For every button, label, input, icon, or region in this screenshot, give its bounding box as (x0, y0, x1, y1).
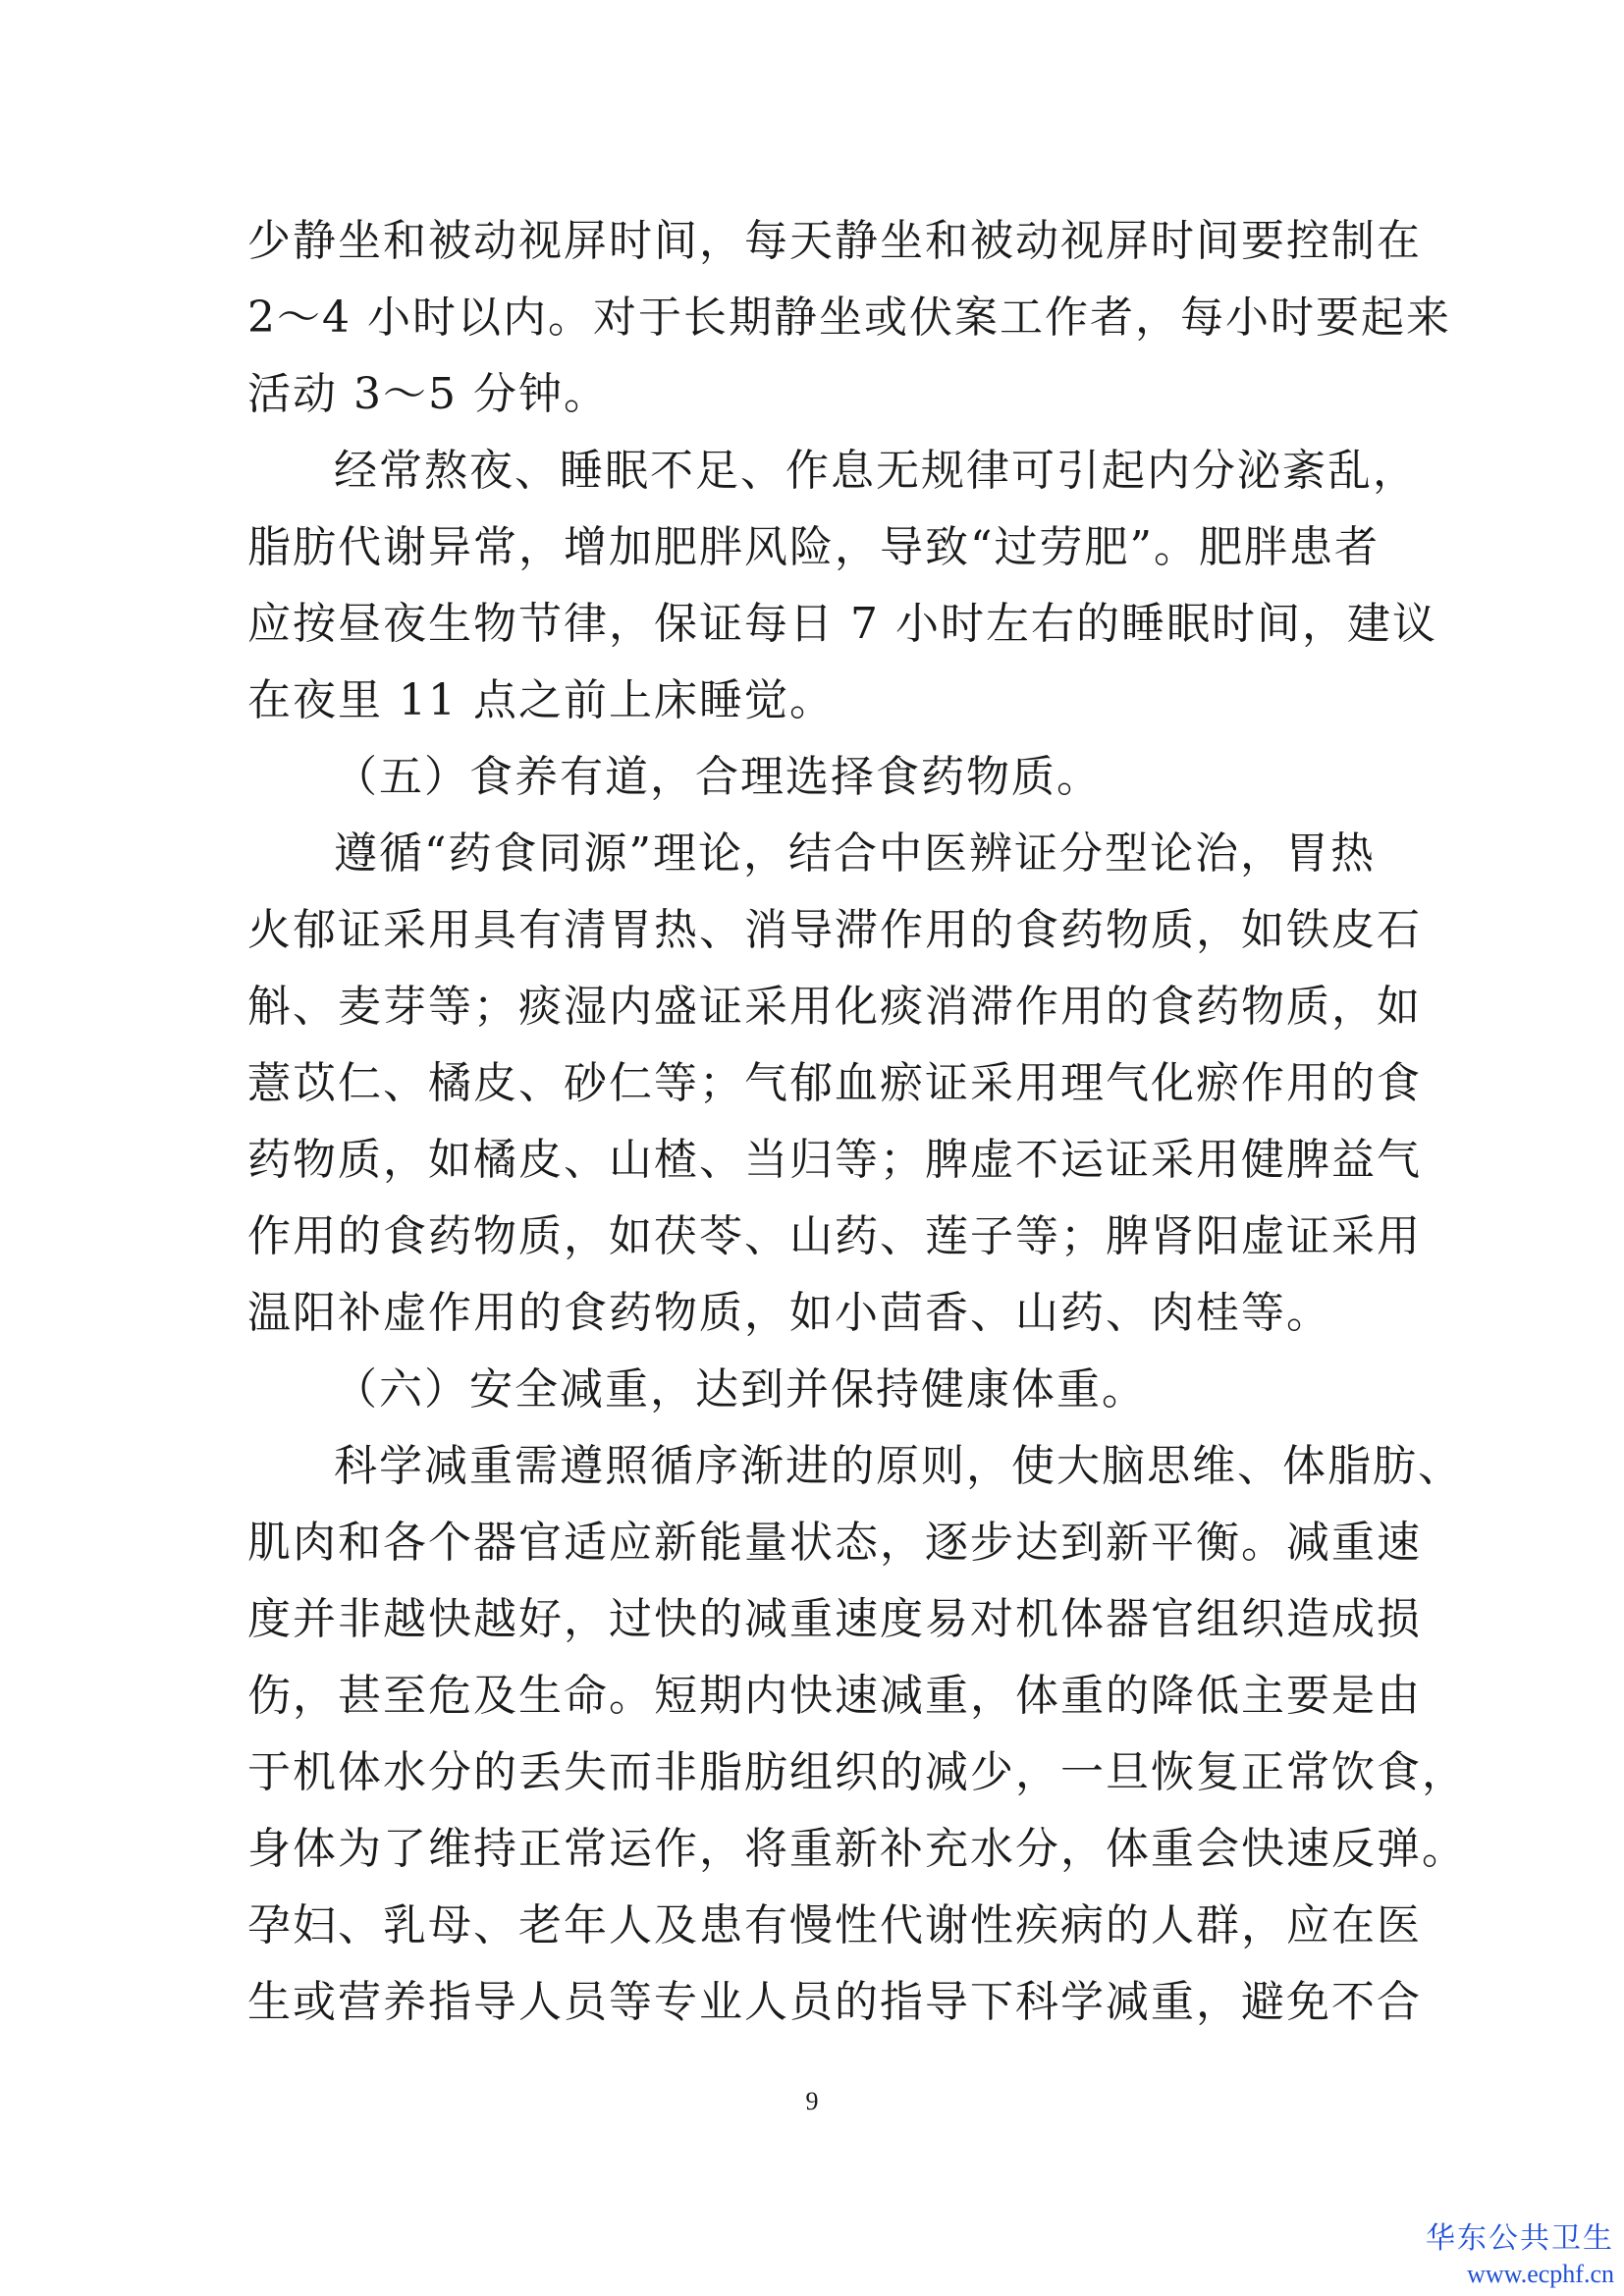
watermark-name: 华东公共卫生 (1426, 2221, 1614, 2256)
text-line: 脂肪代谢异常，增加肥胖风险，导致“过劳肥”。肥胖患者 (247, 522, 1380, 572)
text-line: 活动 3～5 分钟。 (247, 369, 609, 419)
text-line: 度并非越快越好，过快的减重速度易对机体器官组织造成损 (247, 1594, 1422, 1644)
text-line: 身体为了维持正常运作，将重新补充水分，体重会快速反弹。 (247, 1824, 1467, 1874)
text-line: 伤，甚至危及生命。短期内快速减重，体重的降低主要是由 (247, 1671, 1422, 1721)
text-line: 少静坐和被动视屏时间，每天静坐和被动视屏时间要控制在 (247, 216, 1422, 266)
text-line: 2～4 小时以内。对于长期静坐或伏案工作者，每小时要起来 (247, 293, 1451, 343)
section-heading-6: （六）安全减重，达到并保持健康体重。 (334, 1364, 1147, 1415)
watermark (1398, 2220, 1614, 2291)
text-line: 肌肉和各个器官适应新能量状态，逐步达到新平衡。减重速 (247, 1518, 1422, 1568)
text-line: 斛、麦芽等；痰湿内盛证采用化痰消滞作用的食药物质，如 (247, 982, 1422, 1032)
text-line: 火郁证采用具有清胃热、消导滞作用的食药物质，如铁皮石 (247, 905, 1422, 955)
section-heading-5: （五）食养有道，合理选择食药物质。 (334, 752, 1102, 802)
text-line: 药物质，如橘皮、山楂、当归等；脾虚不运证采用健脾益气 (247, 1135, 1422, 1185)
text-line: 作用的食药物质，如茯苓、山药、莲子等；脾肾阳虚证采用 (247, 1211, 1422, 1261)
text-line: 温阳补虚作用的食药物质，如小茴香、山药、肉桂等。 (247, 1288, 1331, 1338)
text-line: 在夜里 11 点之前上床睡觉。 (247, 675, 835, 725)
text-line: 薏苡仁、橘皮、砂仁等；气郁血瘀证采用理气化瘀作用的食 (247, 1058, 1422, 1108)
text-line: 应按昼夜生物节律，保证每日 7 小时左右的睡眠时间，建议 (247, 599, 1437, 649)
text-line: 孕妇、乳母、老年人及患有慢性代谢性疾病的人群，应在医 (247, 1900, 1422, 1950)
page-number: 9 (805, 2087, 819, 2115)
paragraph-start: 经常熬夜、睡眠不足、作息无规律可引起内分泌紊乱， (334, 446, 1418, 496)
text-line: 生或营养指导人员等专业人员的指导下科学减重，避免不合 (247, 1977, 1422, 2027)
watermark-url[interactable]: www.ecphf.cn (1467, 2260, 1614, 2288)
text-line: 于机体水分的丢失而非脂肪组织的减少，一旦恢复正常饮食， (247, 1747, 1467, 1797)
paragraph-start: 遵循“药食同源”理论，结合中医辨证分型论治，胃热 (334, 828, 1376, 879)
paragraph-start: 科学减重需遵照循序渐进的原则，使大脑思维、体脂肪、 (334, 1441, 1463, 1491)
